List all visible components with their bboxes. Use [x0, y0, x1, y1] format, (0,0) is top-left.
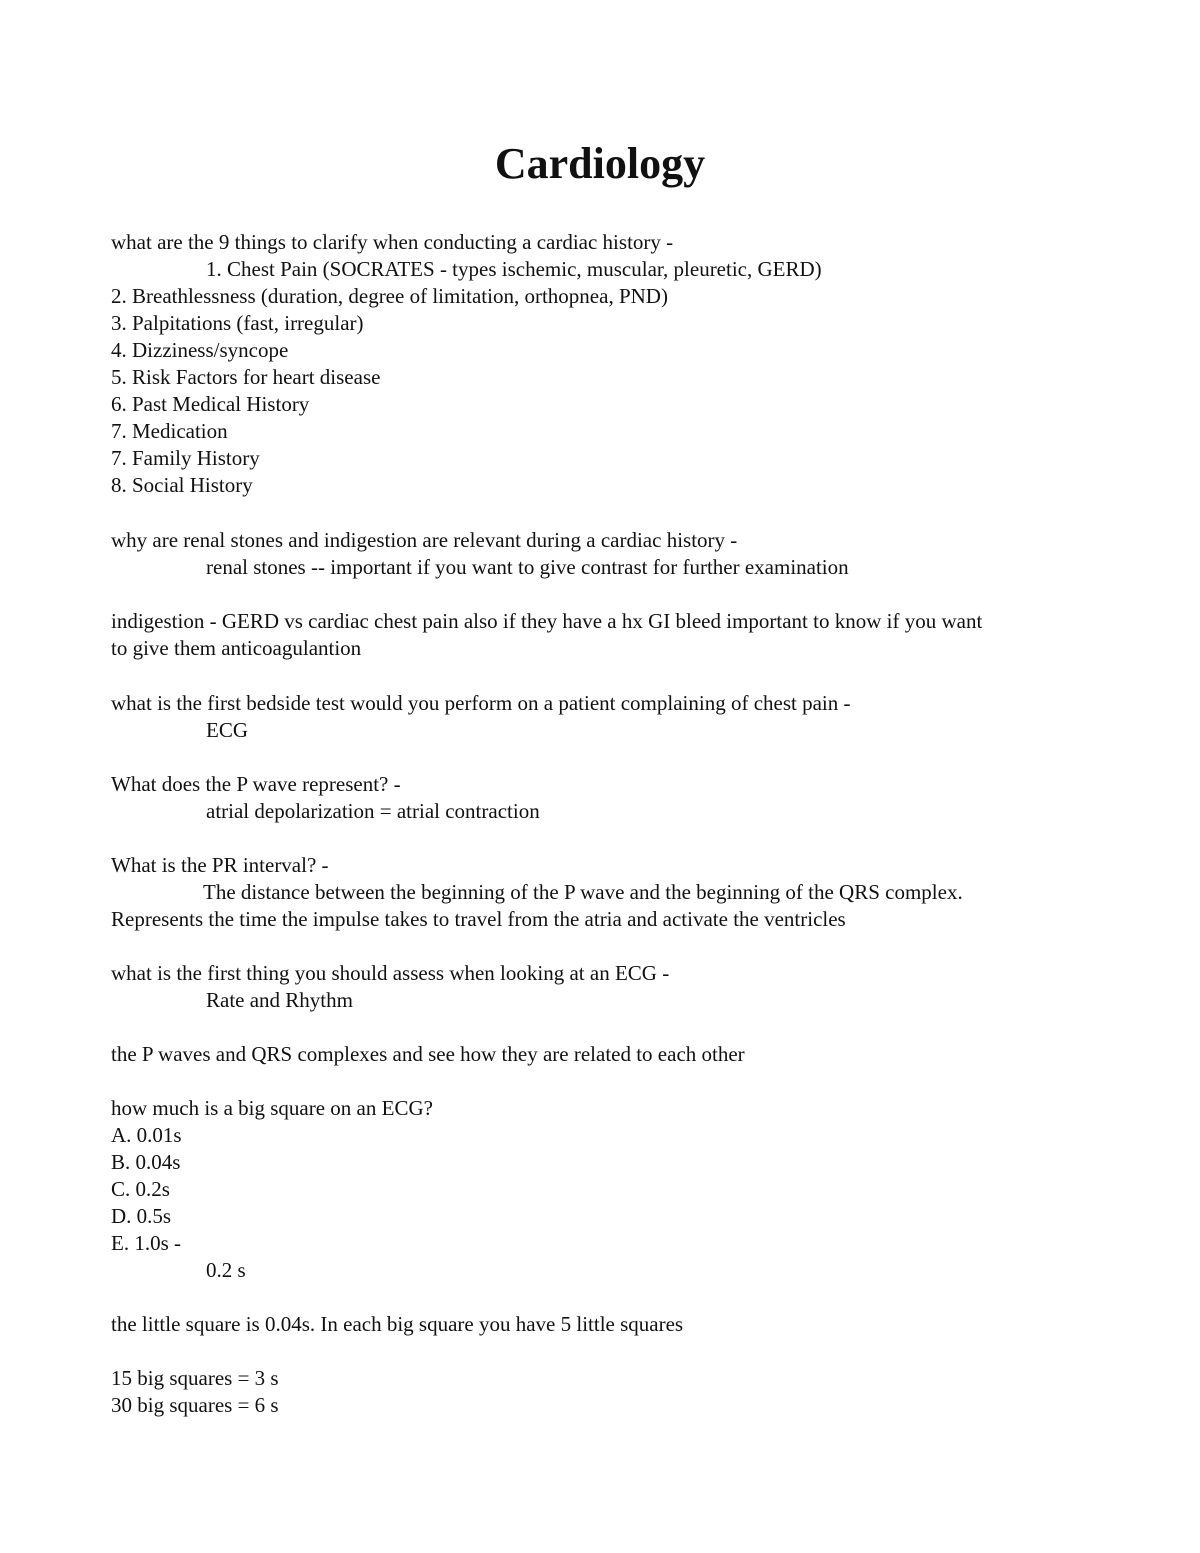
list-item: 7. Family History — [111, 446, 260, 470]
note-indigestion-continued: to give them anticoagulantion — [111, 636, 362, 660]
question-renal-indigestion: why are renal stones and indigestion are relevant during a cardiac history - — [111, 528, 738, 552]
question-p-wave: What does the P wave represent? - — [111, 772, 401, 796]
answer-ecg-first-assessment: Rate and Rhythm — [206, 988, 353, 1012]
note-indigestion: indigestion - GERD vs cardiac chest pain also if they have a hx GI bleed important to know if you want — [111, 609, 983, 633]
note-p-waves-qrs: the P waves and QRS complexes and see how they are related to each other — [111, 1042, 745, 1066]
option-b: B. 0.04s — [111, 1150, 181, 1174]
list-item: 3. Palpitations (fast, irregular) — [111, 311, 364, 335]
list-item: 5. Risk Factors for heart disease — [111, 365, 381, 389]
question-cardiac-history: what are the 9 things to clarify when conducting a cardiac history - — [111, 230, 674, 254]
note-little-square: the little square is 0.04s. In each big square you have 5 little squares — [111, 1312, 684, 1336]
question-ecg-first-assessment: what is the first thing you should assess when looking at an ECG - — [111, 961, 670, 985]
option-e: E. 1.0s - — [111, 1231, 181, 1255]
list-item: 4. Dizziness/syncope — [111, 338, 289, 362]
question-big-square: how much is a big square on an ECG? — [111, 1096, 433, 1120]
option-a: A. 0.01s — [111, 1123, 182, 1147]
answer-bedside-test: ECG — [206, 718, 248, 742]
fact-15-big-squares: 15 big squares = 3 s — [111, 1366, 279, 1390]
question-bedside-test: what is the first bedside test would you perform on a patient complaining of chest pain - — [111, 691, 851, 715]
page-title: Cardiology — [494, 139, 706, 188]
option-d: D. 0.5s — [111, 1204, 172, 1228]
answer-renal-stones: renal stones -- important if you want to give contrast for further examination — [206, 555, 849, 579]
answer-pr-interval: The distance between the beginning of the P wave and the beginning of the QRS complex. — [203, 880, 963, 904]
list-item: 1. Chest Pain (SOCRATES - types ischemic, muscular, pleuretic, GERD) — [206, 257, 822, 281]
list-item: 2. Breathlessness (duration, degree of limitation, orthopnea, PND) — [111, 284, 668, 308]
list-item: 6. Past Medical History — [111, 392, 310, 416]
question-pr-interval: What is the PR interval? - — [111, 853, 329, 877]
option-c: C. 0.2s — [111, 1177, 170, 1201]
list-item: 7. Medication — [111, 419, 228, 443]
answer-pr-interval-continued: Represents the time the impulse takes to travel from the atria and activate the ventricles — [111, 907, 846, 931]
list-item: 8. Social History — [111, 473, 253, 497]
fact-30-big-squares: 30 big squares = 6 s — [111, 1393, 279, 1417]
answer-p-wave: atrial depolarization = atrial contraction — [206, 799, 540, 823]
answer-big-square: 0.2 s — [206, 1258, 246, 1282]
